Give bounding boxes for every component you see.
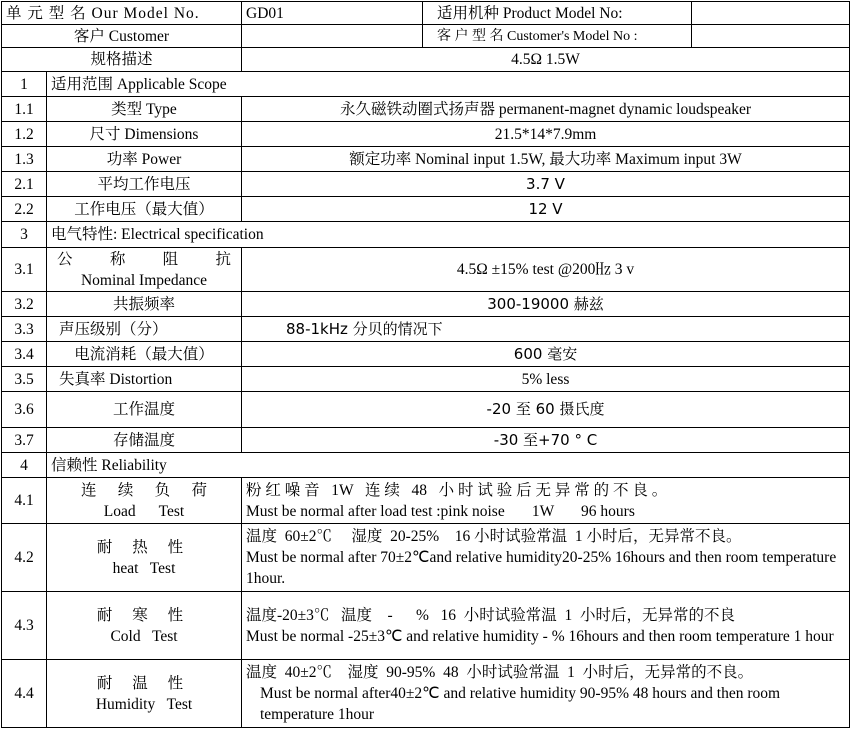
- label-cn: 公 称 阻 抗: [57, 250, 231, 268]
- spec-row: [2, 248, 850, 292]
- row-value: 4.5Ω ±15% test @200㎐ 3 v: [242, 248, 850, 292]
- row-value: [242, 524, 850, 592]
- model-label: 单 元 型 名 Our Model No.: [2, 2, 242, 25]
- value-line-cn: 粉 红 噪 音 1W 连 续 48 小 时 试 验 后 无 异 常 的 不 良 。: [246, 481, 668, 499]
- spec-row: [2, 342, 850, 367]
- row-value: [242, 478, 850, 524]
- row-number: 2.1: [2, 172, 47, 197]
- label-en: Load Test: [103, 502, 185, 520]
- row-value: 600 毫安: [242, 342, 850, 367]
- row-label: 功率 Power: [47, 147, 242, 172]
- customer-model-label: 客 户 型 名 Customer's Model No :: [423, 25, 692, 48]
- spec-row: [2, 172, 850, 197]
- row-number: 3.7: [2, 428, 47, 453]
- spec-row: [2, 317, 850, 342]
- section-number: 1: [2, 72, 47, 97]
- row-label: 类型 Type: [47, 97, 242, 122]
- value-line-en: Must be normal after 70±2℃and relative humidity20-25% 16hours and then room temperature 1hour.: [246, 549, 837, 587]
- row-number: 3.6: [2, 392, 47, 428]
- row-value: 3.7 V: [242, 172, 850, 197]
- spec-row: [2, 428, 850, 453]
- row-label: 工作电压（最大值）: [47, 197, 242, 222]
- row-label: 共振频率: [47, 292, 242, 317]
- spec-row: [2, 392, 850, 428]
- label-cn: 耐 温 性: [96, 674, 192, 692]
- spec-row: [2, 367, 850, 392]
- reliability-row: [2, 592, 850, 660]
- customer-model-value: [692, 25, 850, 48]
- reliability-row: [2, 660, 850, 728]
- product-value: [692, 2, 850, 25]
- row-label: 失真率 Distortion: [47, 367, 242, 392]
- row-number: 1.2: [2, 122, 47, 147]
- spec-table: [1, 1, 850, 728]
- spec-row: [2, 292, 850, 317]
- section-title: 电气特性: Electrical specification: [47, 222, 850, 248]
- label-cn: 耐 寒 性: [96, 606, 192, 624]
- value-line-en: Must be normal -25±3℃ and relative humidity - % 16hours and then room temperature 1 hour: [246, 627, 834, 645]
- row-number: 4.2: [2, 524, 47, 592]
- row-value: 12 V: [242, 197, 850, 222]
- spec-value: 4.5Ω 1.5W: [242, 48, 850, 72]
- model-value: GD01: [242, 2, 423, 25]
- row-number: 3.4: [2, 342, 47, 367]
- label-cn: 连 续 负 荷: [81, 481, 207, 499]
- section-number: 4: [2, 453, 47, 478]
- row-number: 4.1: [2, 478, 47, 524]
- label-en: heat Test: [112, 559, 176, 577]
- reliability-row: [2, 524, 850, 592]
- spec-label: 规格描述: [2, 48, 242, 72]
- row-label: 尺寸 Dimensions: [47, 122, 242, 147]
- header-row-spec: [2, 48, 850, 72]
- row-label: 存储温度: [47, 428, 242, 453]
- customer-value: [242, 25, 423, 48]
- row-value: 88-1kHz 分贝的情况下: [242, 317, 850, 342]
- label-en: Cold Test: [110, 627, 178, 645]
- label-cn: 耐 热 性: [96, 538, 192, 556]
- section-3-header: [2, 222, 850, 248]
- section-number: 3: [2, 222, 47, 248]
- row-value: 5% less: [242, 367, 850, 392]
- row-number: 3.3: [2, 317, 47, 342]
- row-number: 4.3: [2, 592, 47, 660]
- row-label: [47, 660, 242, 728]
- row-value: [242, 592, 850, 660]
- row-value: 21.5*14*7.9mm: [242, 122, 850, 147]
- row-label: [47, 592, 242, 660]
- row-number: 4.4: [2, 660, 47, 728]
- value-line-cn: 温度-20±3℃ 温度 - % 16 小时试验常温 1 小时后，无异常的不良: [246, 606, 735, 624]
- row-number: 3.5: [2, 367, 47, 392]
- value-line-en: Must be normal after40±2℃ and relative humidity 90-95% 48 hours and then room temperature 1hour: [260, 685, 781, 723]
- product-label: 适用机种 Product Model No:: [423, 2, 692, 25]
- value-line-en: Must be normal after load test :pink noise 1W 96 hours: [246, 502, 635, 520]
- section-title: 适用范围 Applicable Scope: [47, 72, 850, 97]
- row-number: 1.1: [2, 97, 47, 122]
- row-number: 3.2: [2, 292, 47, 317]
- spec-row: [2, 147, 850, 172]
- spec-row: [2, 197, 850, 222]
- label-en: Humidity Test: [95, 695, 193, 713]
- row-value: 额定功率 Nominal input 1.5W, 最大功率 Maximum input 3W: [242, 147, 850, 172]
- row-label: 声压级别（分）: [47, 317, 242, 342]
- row-value: -20 至 60 摄氏度: [242, 392, 850, 428]
- row-value: [242, 660, 850, 728]
- section-title: 信赖性 Reliability: [47, 453, 850, 478]
- customer-label: 客户 Customer: [2, 25, 242, 48]
- reliability-row: [2, 478, 850, 524]
- value-line-cn: 温度 60±2℃ 湿度 20-25% 16 小时试验常温 1 小时后，无异常不良。: [246, 528, 742, 545]
- row-number: 1.3: [2, 147, 47, 172]
- row-label: 平均工作电压: [47, 172, 242, 197]
- row-label: [47, 524, 242, 592]
- row-value: -30 至+70 ° C: [242, 428, 850, 453]
- row-number: 3.1: [2, 248, 47, 292]
- header-row-customer: [2, 25, 850, 48]
- value-line-cn: 温度 40±2℃ 湿度 90-95% 48 小时试验常温 1 小时后，无异常的不良。: [246, 664, 754, 681]
- spec-row: [2, 97, 850, 122]
- row-label: 电流消耗（最大值）: [47, 342, 242, 367]
- row-label: [47, 478, 242, 524]
- row-value: 300-19000 赫兹: [242, 292, 850, 317]
- row-label: [47, 248, 242, 292]
- label-en: Nominal Impedance: [80, 271, 208, 289]
- section-1-header: [2, 72, 850, 97]
- row-number: 2.2: [2, 197, 47, 222]
- row-value: 永久磁铁动圈式扬声器 permanent-magnet dynamic loudspeaker: [242, 97, 850, 122]
- spec-row: [2, 122, 850, 147]
- section-4-header: [2, 453, 850, 478]
- header-row-model: [2, 2, 850, 25]
- row-label: 工作温度: [47, 392, 242, 428]
